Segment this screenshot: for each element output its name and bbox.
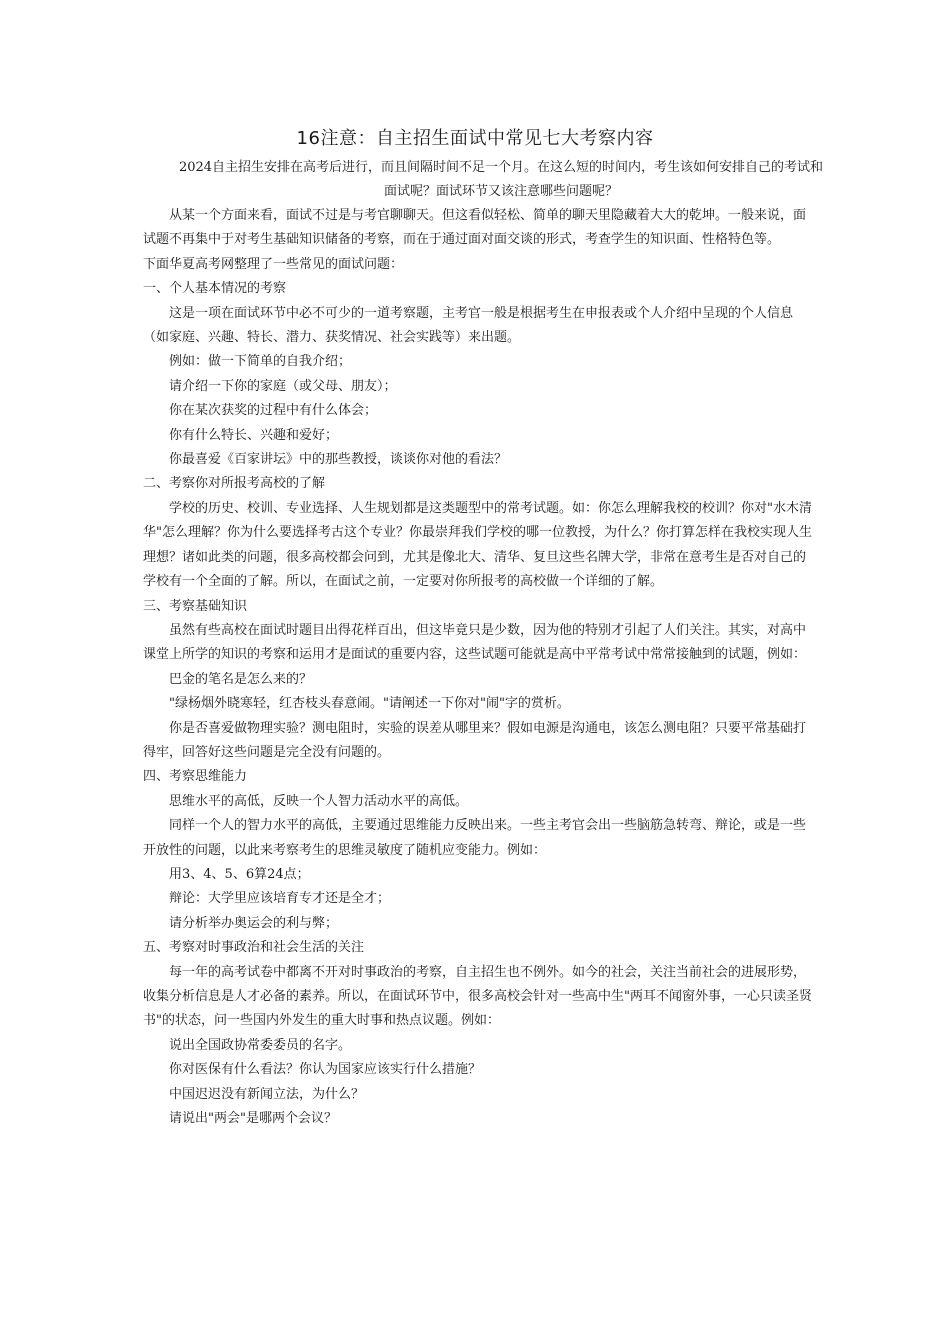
section-4-paragraph: 同样一个人的智力水平的高低，主要通过思维能力反映出来。一些主考官会出一些脑筋急转弯、辩论，或是一些开放性的问题，以此来考察考生的思维灵敏度了随机应变能力。例如： [143, 818, 807, 858]
section-4-heading: 四、考察思维能力 [143, 769, 248, 785]
section-3-question: 你是否喜爱做物理实验？测电阻时，实验的误差从哪里来？假如电源是沟通电，该怎么测电阻？只要平常基础打得牢，回答好这些问题是完全没有问题的。 [143, 720, 807, 760]
section-3-heading: 三、考察基础知识 [143, 598, 248, 614]
section-1-question: 你在某次获奖的过程中有什么体会； [169, 403, 378, 419]
section-1-question: 请介绍一下你的家庭（或父母、朋友）； [169, 378, 397, 394]
section-5-question: 说出全国政协常委委员的名字。 [169, 1037, 352, 1053]
section-1-paragraph: 这是一项在面试环节中必不可少的一道考察题，主考官一般是根据考生在申报表或个人介绍中呈现的个人信息（如家庭、兴趣、特长、潜力、获奖情况、社会实践等）来出题。 [143, 305, 794, 346]
section-3-paragraph: 虽然有些高校在面试时题目出得花样百出，但这毕竟只是少数，因为他的特别才引起了人们关注。其实，对高中课堂上所学的知识的考察和运用才是面试的重要内容，这些试题可能就是高中平常考试中常常接触到的试题，例如： [143, 622, 807, 663]
section-1-question: 例如：做一下简单的自我介绍； [169, 354, 352, 370]
section-5-question: 中国迟迟没有新闻立法，为什么？ [169, 1086, 365, 1102]
document-body [143, 204, 813, 1131]
intro-paragraph-2: 下面华夏高考网整理了一些常见的面试问题： [143, 256, 404, 272]
section-3-question: 巴金的笔名是怎么来的？ [169, 671, 313, 687]
section-1-heading: 一、个人基本情况的考察 [143, 281, 287, 297]
section-4-paragraph: 思维水平的高低，反映一个人智力活动水平的高低。 [169, 793, 469, 809]
section-3-question: "绿杨烟外晓寒轻，红杏枝头春意闹。"请阐述一下你对"闹"字的赏析。 [169, 696, 570, 712]
document-title: 16注意：自主招生面试中常见七大考察内容 [296, 128, 654, 149]
section-2-paragraph: 学校的历史、校训、专业选择、人生规划都是这类题型中的常考试题。如：你怎么理解我校的校训？你对"水木清华"怎么理解？你为什么要选择考古这个专业？你最崇拜我们学校的哪一位教授，为什么？你打算怎样在我校实现人生理想？诸如此类的问题，很多高校都会问到，尤其是像北大、清华、复旦这些名牌大学，非常在意考生是否对自己的学校有一个全面的了解。所以，在面试之前，一定要对你所报考的高校做一个详细的了解。 [143, 500, 812, 590]
intro-paragraph: 从某一个方面来看，面试不过是与考官聊聊天。但这看似轻松、简单的聊天里隐藏着大大的乾坤。一般来说，面试题不再集中于对考生基础知识储备的考察，而在于通过面对面交谈的形式，考查学生的知识面、性格特色等。 [143, 208, 807, 248]
section-5-paragraph: 每一年的高考试卷中都离不开对时事政治的考察，自主招生也不例外。如今的社会，关注当前社会的进展形势，收集分析信息是人才必备的素养。所以，在面试环节中，很多高校会针对一些高中生"两耳不闻窗外事，一心只读圣贤书"的状态，问一些国内外发生的重大时事和热点议题。例如： [143, 964, 812, 1029]
section-2-heading: 二、考察你对所报考高校的了解 [143, 476, 326, 492]
section-1-question: 你最喜爱《百家讲坛》中的那些教授，谈谈你对他的看法？ [169, 452, 508, 468]
section-4-question: 请分析举办奥运会的利与弊； [169, 915, 339, 931]
section-1-question: 你有什么特长、兴趣和爱好； [169, 427, 339, 443]
section-5-heading: 五、考察对时事政治和社会生活的关注 [143, 940, 365, 956]
document-subtitle: 2024自主招生安排在高考后进行，而且间隔时间不足一个月。在这么短的时间内，考生该如何安排自己的考试和面试呢？面试环节又该注意哪些问题呢？ [178, 160, 824, 199]
section-4-question: 辩论：大学里应该培育专才还是全才； [169, 891, 391, 907]
section-5-question: 请说出"两会"是哪两个会议？ [169, 1111, 337, 1127]
section-4-question: 用3、4、5、6算24点； [169, 866, 310, 882]
section-5-question: 你对医保有什么看法？你认为国家应该实行什么措施？ [169, 1062, 482, 1078]
